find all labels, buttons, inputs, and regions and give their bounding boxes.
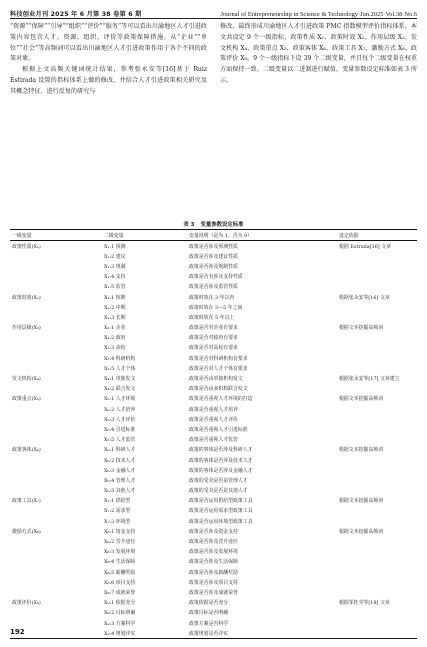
cell-secondary-variable: X₆:2 技术人才 bbox=[104, 457, 136, 464]
cell-secondary-variable: X₆:5 其他人才 bbox=[104, 488, 136, 495]
cell-secondary-variable: X₄:1 单独发文 bbox=[104, 376, 136, 383]
cell-primary-variable: 政策重点(X₅) bbox=[12, 396, 41, 403]
cell-description: 政策是否对人才个体有要求 bbox=[189, 365, 248, 372]
cell-primary-variable: 发文机构(X₄) bbox=[12, 376, 41, 383]
cell-primary-variable bbox=[10, 465, 102, 475]
cell-description: 政策是否有涉及支持性质 bbox=[189, 274, 243, 281]
cell-primary-variable bbox=[10, 587, 102, 597]
cell-basis bbox=[337, 608, 417, 618]
table-row bbox=[10, 608, 417, 618]
table-row bbox=[10, 506, 417, 516]
paragraph: 修改，最终形成川渝地区人才引进政策 PMC 指数模型评价指标体系。本文共设定 9 个一级指标，政策性质 X₁、政策时效 X₂、作用层级 X₃、发文机构 X₄、政策重点 X₅、政策客体 X₆、政策工具 X₇、激励方式 X₈、政策评价 X₉。9 个一级指标下设 39 个二级变量，并且每个二级变量在权重方面保持一致。二级变量以二进制进行赋值，变量参数设定标准如表 3 所示。 bbox=[220, 23, 417, 84]
table-row bbox=[10, 414, 417, 424]
table-row bbox=[10, 475, 417, 485]
cell-primary-variable bbox=[10, 424, 102, 434]
table-row bbox=[10, 526, 417, 536]
cell-primary-variable bbox=[10, 414, 102, 424]
cell-secondary-variable: X₃:1 企业 bbox=[104, 325, 126, 332]
cell-secondary-variable: X₇:2 需求型 bbox=[104, 508, 131, 515]
cell-description: 政策是否重视人才培养 bbox=[189, 406, 238, 413]
table-row bbox=[10, 302, 417, 312]
table-row bbox=[10, 587, 417, 597]
table-row bbox=[10, 577, 417, 587]
table-row bbox=[10, 465, 417, 475]
cell-description: 政策的受众是否是管理人才 bbox=[189, 477, 248, 484]
cell-basis bbox=[337, 465, 417, 475]
table-row bbox=[10, 373, 417, 383]
cell-primary-variable bbox=[10, 567, 102, 577]
cell-description: 政策的客体是否涉及技术人才 bbox=[189, 457, 253, 464]
cell-basis bbox=[337, 363, 417, 373]
table-row bbox=[10, 394, 417, 404]
cell-basis: 根据文本挖掘高频词 bbox=[339, 447, 384, 454]
cell-secondary-variable: X₅:1 人才环境 bbox=[104, 396, 136, 403]
paragraph: “资源”“保障”“引导”“组织”“评价”“服务”等可以看出川渝地区人才引进政策内容包含人才、资源、组织、评价等政策保障措施。从“企业”“单位”“社会”等高频词可以看出川渝地区人才引进政策作用于各个不同的政策对象。 bbox=[10, 23, 207, 63]
cell-description: 政策是否重视人才评价 bbox=[189, 416, 238, 423]
cell-basis bbox=[337, 455, 417, 465]
cell-primary-variable bbox=[10, 384, 102, 394]
table-row bbox=[10, 536, 417, 546]
column-header-primary-variable: 一级变量 bbox=[10, 230, 102, 241]
cell-primary-variable bbox=[10, 343, 102, 353]
cell-description: 政策是否运用环境型政策工具 bbox=[189, 518, 253, 525]
cell-basis: 根据文本挖掘高频词 bbox=[339, 528, 384, 535]
cell-description: 政策目标是否明确 bbox=[189, 610, 229, 617]
table-row bbox=[10, 323, 417, 333]
table-row bbox=[10, 384, 417, 394]
cell-primary-variable bbox=[10, 435, 102, 445]
table-row bbox=[10, 333, 417, 343]
cell-secondary-variable: X₁:1 预测 bbox=[104, 243, 126, 250]
cell-primary-variable bbox=[10, 486, 102, 496]
cell-basis bbox=[337, 404, 417, 414]
cell-basis: 根据张永安等[16] 文章 bbox=[339, 294, 390, 301]
cell-basis bbox=[337, 261, 417, 271]
table-row bbox=[10, 598, 417, 608]
cell-secondary-variable: X₂:1 短期 bbox=[104, 294, 126, 301]
cell-description: 政策是否涉及监管性质 bbox=[189, 284, 238, 291]
journal-header-left: 科技创业月刊 2025 年 6 月第 38 卷第 6 期 bbox=[10, 11, 142, 18]
table-header-row bbox=[10, 230, 417, 241]
cell-description: 政策是否涉及晋升途径 bbox=[189, 539, 238, 546]
cell-primary-variable bbox=[10, 608, 102, 618]
table-row bbox=[10, 618, 417, 628]
cell-secondary-variable: X₆:3 金融人才 bbox=[104, 467, 136, 474]
cell-basis bbox=[337, 312, 417, 322]
table-row bbox=[10, 282, 417, 292]
cell-secondary-variable: X₅:3 人才评价 bbox=[104, 416, 136, 423]
table-row bbox=[10, 557, 417, 567]
cell-primary-variable: 政策工具(X₇) bbox=[12, 498, 41, 505]
cell-secondary-variable: X₈:1 资金支持 bbox=[104, 528, 136, 535]
cell-secondary-variable: X₈:4 生活保障 bbox=[104, 559, 136, 566]
cell-secondary-variable: X₉:1 依据充分 bbox=[104, 600, 136, 607]
column-header-basis: 设定依据 bbox=[337, 230, 417, 241]
table-row bbox=[10, 486, 417, 496]
cell-secondary-variable: X₁:2 建议 bbox=[104, 253, 126, 260]
cell-description: 政策是否涉及规制性质 bbox=[189, 263, 238, 270]
cell-description: 政策是否由多机构联合发文 bbox=[189, 386, 248, 393]
variable-parameter-table bbox=[10, 229, 417, 639]
cell-basis: 根据文本挖掘高频词 bbox=[339, 498, 384, 505]
table-row bbox=[10, 312, 417, 322]
cell-primary-variable bbox=[10, 302, 102, 312]
cell-basis bbox=[337, 302, 417, 312]
data-table bbox=[10, 229, 417, 639]
cell-description: 政策是否涉及生活保障 bbox=[189, 559, 238, 566]
cell-description: 政策是否对高校有要求 bbox=[189, 345, 238, 352]
cell-description: 政策是否由单独机构发文 bbox=[189, 376, 243, 383]
cell-basis bbox=[337, 251, 417, 261]
body-column-right bbox=[220, 22, 417, 87]
cell-basis bbox=[337, 272, 417, 282]
cell-description: 政策是否运用供给型政策工具 bbox=[189, 498, 253, 505]
cell-primary-variable: 激励方式(X₈) bbox=[12, 528, 41, 535]
cell-description: 政策是否涉及发展环境 bbox=[189, 549, 238, 556]
cell-primary-variable bbox=[10, 404, 102, 414]
cell-basis bbox=[337, 343, 417, 353]
cell-basis bbox=[337, 506, 417, 516]
cell-description: 政策是否运用需求型政策工具 bbox=[189, 508, 253, 515]
cell-secondary-variable: X₆:1 科研人才 bbox=[104, 447, 136, 454]
cell-basis bbox=[337, 516, 417, 526]
cell-secondary-variable: X₈:2 晋升途径 bbox=[104, 539, 136, 546]
table-row bbox=[10, 435, 417, 445]
cell-primary-variable: 政策性质(X₁) bbox=[12, 243, 41, 250]
cell-primary-variable bbox=[10, 333, 102, 343]
cell-basis bbox=[337, 567, 417, 577]
table-row bbox=[10, 343, 417, 353]
cell-description: 政策依据是否充分 bbox=[189, 600, 229, 607]
cell-description: 政策是否涉及建议性质 bbox=[189, 253, 238, 260]
cell-description: 政策的客体是否涉及金融人才 bbox=[189, 467, 253, 474]
cell-secondary-variable: X₇:1 供给型 bbox=[104, 498, 131, 505]
cell-description: 政策是否涉及资金支持 bbox=[189, 528, 238, 535]
cell-basis: 根据张永安等[17] 文章建立 bbox=[339, 376, 400, 383]
table-row bbox=[10, 455, 417, 465]
table-row bbox=[10, 567, 417, 577]
cell-primary-variable bbox=[10, 282, 102, 292]
cell-secondary-variable: X₇:3 环境型 bbox=[104, 518, 131, 525]
cell-secondary-variable: X₈:5 薪酬奖励 bbox=[104, 569, 136, 576]
cell-description: 政策是否对企业有要求 bbox=[189, 325, 238, 332]
page-number: 192 bbox=[10, 628, 25, 636]
body-column-left bbox=[10, 22, 207, 98]
running-header bbox=[10, 6, 417, 18]
cell-primary-variable bbox=[10, 557, 102, 567]
cell-primary-variable bbox=[10, 455, 102, 465]
cell-secondary-variable: X₃:5 人才个体 bbox=[104, 365, 136, 372]
cell-primary-variable bbox=[10, 312, 102, 322]
cell-secondary-variable: X₈:7 成就荣誉 bbox=[104, 589, 136, 596]
cell-basis bbox=[337, 333, 417, 343]
cell-description: 政策是否重视人才引进标准 bbox=[189, 426, 248, 433]
table-row bbox=[10, 363, 417, 373]
table-number: 表 3 bbox=[183, 222, 195, 228]
cell-primary-variable bbox=[10, 577, 102, 587]
table-row bbox=[10, 516, 417, 526]
cell-description: 政策的客体是否涉及科研人才 bbox=[189, 447, 253, 454]
cell-description: 政策是否涉及薪酬奖励 bbox=[189, 569, 238, 576]
cell-secondary-variable: X₉:4 规划详实 bbox=[102, 628, 187, 639]
cell-description: 政策是否对科研机构有要求 bbox=[189, 355, 248, 362]
cell-basis bbox=[337, 547, 417, 557]
cell-secondary-variable: X₂:2 中期 bbox=[104, 304, 126, 311]
table-row bbox=[10, 547, 417, 557]
cell-description: 政策方案是否科学 bbox=[189, 620, 229, 627]
cell-secondary-variable: X₁:5 监管 bbox=[104, 284, 126, 291]
cell-basis bbox=[337, 353, 417, 363]
cell-basis: 根据 Estrada[16] 文章 bbox=[339, 243, 392, 250]
table-row bbox=[10, 404, 417, 414]
cell-description: 政策是否涉及成就荣誉 bbox=[189, 589, 238, 596]
cell-basis bbox=[337, 587, 417, 597]
header-rule bbox=[10, 18, 417, 19]
cell-secondary-variable: X₉:3 方案科学 bbox=[104, 620, 136, 627]
table-row bbox=[10, 272, 417, 282]
table-row bbox=[10, 424, 417, 434]
table-caption bbox=[0, 220, 427, 228]
cell-secondary-variable: X₈:3 发展环境 bbox=[104, 549, 136, 556]
cell-basis bbox=[337, 475, 417, 485]
cell-primary-variable bbox=[10, 272, 102, 282]
cell-primary-variable bbox=[10, 516, 102, 526]
cell-description: 政策是否重视人才监管 bbox=[189, 437, 238, 444]
cell-primary-variable: 政策评价(X₉) bbox=[12, 600, 41, 607]
cell-primary-variable bbox=[10, 353, 102, 363]
cell-secondary-variable: X₅:2 人才培养 bbox=[104, 406, 136, 413]
table-row bbox=[10, 251, 417, 261]
table-row bbox=[10, 353, 417, 363]
cell-primary-variable bbox=[10, 363, 102, 373]
column-header-secondary-variable: 二级变量 bbox=[102, 230, 187, 241]
cell-description: 政策是否涉及预测性质 bbox=[189, 243, 238, 250]
cell-description: 政策时效在 5 年以上 bbox=[189, 314, 235, 321]
table-row bbox=[10, 445, 417, 455]
cell-secondary-variable: X₄:2 联合发文 bbox=[104, 386, 136, 393]
table-row bbox=[10, 261, 417, 271]
cell-basis bbox=[337, 435, 417, 445]
cell-basis bbox=[337, 557, 417, 567]
cell-primary-variable: 政策时效(X₂) bbox=[12, 294, 41, 301]
cell-basis bbox=[337, 618, 417, 628]
cell-description: 政策的受众是否是其他人才 bbox=[189, 488, 248, 495]
cell-secondary-variable: X₃:4 科研机构 bbox=[104, 355, 136, 362]
column-header-variable-description: 变量说明（是为 1，否为 0） bbox=[187, 230, 337, 241]
cell-secondary-variable: X₂:3 长期 bbox=[104, 314, 126, 321]
cell-primary-variable: 作用层级(X₃) bbox=[12, 325, 41, 332]
cell-basis: 根据文本挖掘高频词 bbox=[339, 396, 384, 403]
cell-secondary-variable: X₅:5 人才监管 bbox=[104, 437, 136, 444]
cell-secondary-variable: X₆:4 管理人才 bbox=[104, 477, 136, 484]
cell-secondary-variable: X₈:6 项目支持 bbox=[104, 579, 136, 586]
cell-basis bbox=[337, 577, 417, 587]
table-title: 变量参数设定标准 bbox=[200, 222, 244, 228]
cell-primary-variable bbox=[10, 475, 102, 485]
cell-primary-variable bbox=[10, 547, 102, 557]
table-row bbox=[10, 628, 417, 639]
cell-secondary-variable: X₉:2 目标明确 bbox=[104, 610, 136, 617]
cell-basis: 根据邹钰莹等[18] 文章 bbox=[339, 600, 390, 607]
cell-basis: 根据文本挖掘高频词 bbox=[339, 325, 384, 332]
cell-secondary-variable: X₁:4 支持 bbox=[104, 274, 126, 281]
cell-description: 政策时效在 3—5 年之间 bbox=[189, 304, 243, 311]
cell-primary-variable bbox=[10, 618, 102, 628]
cell-secondary-variable: X₃:2 政府 bbox=[104, 335, 126, 342]
cell-primary-variable bbox=[10, 251, 102, 261]
cell-basis bbox=[337, 384, 417, 394]
cell-secondary-variable: X₅:4 引进标准 bbox=[104, 426, 136, 433]
body-text bbox=[10, 22, 417, 220]
cell-primary-variable bbox=[10, 536, 102, 546]
cell-secondary-variable: X₃:3 高校 bbox=[104, 345, 126, 352]
cell-description: 政策规划是否详实 bbox=[187, 628, 337, 639]
cell-basis bbox=[337, 536, 417, 546]
cell-basis bbox=[337, 628, 417, 639]
cell-primary-variable: 政策客体(X₆) bbox=[12, 447, 41, 454]
cell-primary-variable bbox=[10, 506, 102, 516]
cell-description: 政策是否重视人才环境的打造 bbox=[189, 396, 253, 403]
cell-basis bbox=[337, 486, 417, 496]
cell-primary-variable bbox=[10, 261, 102, 271]
cell-description: 政策是否对政府有要求 bbox=[189, 335, 238, 342]
cell-basis bbox=[337, 414, 417, 424]
table-row bbox=[10, 292, 417, 302]
table-row bbox=[10, 241, 417, 252]
journal-header-right: Journal of Entrepreneurship in Science & Technology·Jun.2025·Vol.38·No.6 bbox=[220, 11, 417, 18]
table-row bbox=[10, 496, 417, 506]
cell-description: 政策时效在 3 年以内 bbox=[189, 294, 235, 301]
cell-secondary-variable: X₁:3 规制 bbox=[104, 263, 126, 270]
cell-basis bbox=[337, 282, 417, 292]
paragraph: 根据上文高频关键词统计结果，参考张永安等[16]基于 Ruiz Estirada 设置的指标体系上做的修改，并结合人才引进政策相关研究及其概念特征，进行反复的研究与 bbox=[10, 66, 207, 95]
cell-description: 政策是否涉及项目支持 bbox=[189, 579, 238, 586]
cell-basis bbox=[337, 424, 417, 434]
